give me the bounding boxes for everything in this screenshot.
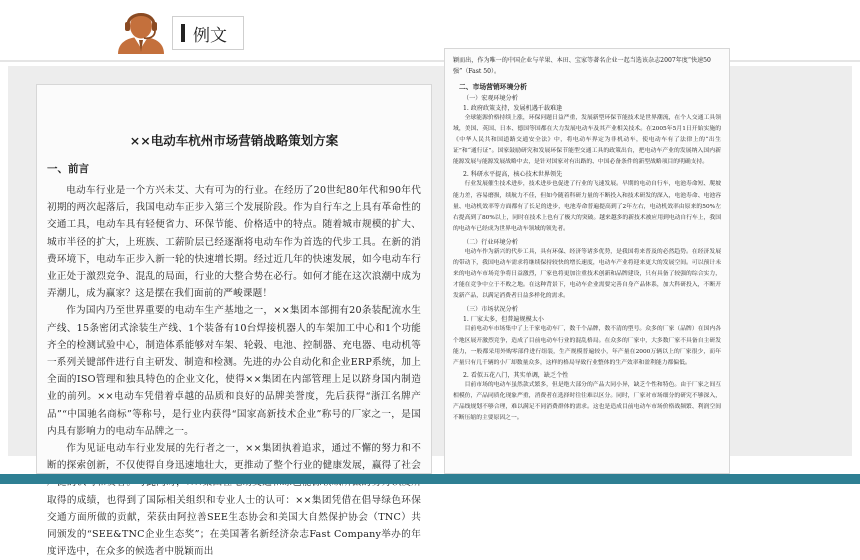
subsection-heading: （一）宏观环境分析 (463, 95, 518, 102)
paragraph: 目前市场的电动车虽然款式繁多，但是绝大部分的产品大同小异，缺乏个性和特色。由于厂家之间互相模仿，产品同质化现象严重，消费者在选择时往往难以区分。同时，厂家对市场细分的研究不够深入，产品线规划不够合理，难以满足不同消费群体的需求。这也是造成目前电动车市场价格战频繁、利润空间不断压缩的主要原因之一。 (453, 381, 721, 422)
paragraph: 电动车行业是一个方兴未艾、大有可为的行业。在经历了20世纪80年代和90年代初期的两次起落后，我国电动车正步入第三个发展阶段。作为自行车之上具有革命性的交通工具，电动车具有轻便省力、环保节能、价格适中的特点。随着城市规模的扩大、城市半径的扩大，上班族、工薪阶层已经逐渐将电动车作为首选的代步工具。在新的消费环境下，电动车正步入新一轮的快速增长期。经过近几年的快速发展，如今电动车行业正处于激烈竞争、混乱的局面，行业的大整合势在必行。如何才能在这次浪潮中成为弄潮儿，成为赢家？这是摆在我们面前的严峻课题！ (47, 185, 421, 300)
paragraph: 目前电动车市场集中了上千家电动车厂，数千个品牌，数不清的型号。众多的厂家（品牌）在国内各个地区展开激烈竞争，造成了目前电动车行业的混乱格局。在众多的厂家中，大多数厂家不具备自主研发能力，一般都采用外购零部件进行组装，生产规模普遍较小，年产量在2000万辆以上的厂家很少，而年产量只有几千辆的小厂却数量众多，这样的格局导致行业整体的生产效率和盈利能力都偏低。 (453, 326, 721, 366)
page-title: 例文 (193, 25, 227, 46)
customer-service-avatar-icon (112, 6, 170, 54)
item-heading: 2. 科研水平提高，核心技术世界领先 (463, 171, 563, 179)
section-heading: 一、前言 (47, 163, 89, 175)
document-page-right (444, 48, 730, 474)
paragraph: 电动车作为新兴的代步工具，具有环保、经济等诸多优势，是我国将来普及的必然趋势。在经济发展的带动下，我国电动车需求将继续保持较快的增长速度，电动车产业将迎来更大的发展空间。可以预计未来的电动车市场竞争将日益激烈，厂家也将更加注重技术创新和品牌建设，只有具备了较强的综合实力，才能在竞争中立于不败之地。在这种背景下，电动车企业需要完善自身产品体系，加大科研投入，不断开发新产品，以满足消费者日益多样化的需求。 (453, 248, 721, 300)
item-heading: 1. 政府政策支持，发展机遇千载难逢 (463, 105, 563, 112)
document-page-left (36, 84, 432, 558)
paragraph: 作为国内乃至世界重要的电动车生产基地之一，××集团本部拥有20条装配流水生产线、15条密闭式涂装生产线、1个装备有10台焊接机器人的车架加工中心和1个功能齐全的检测试验中心，制造体系能够对车架、轮毂、电池、控制器、充电器、电动机等一系列关键部件进行自主研发、制造和检测。先进的办公自动化和企业ERP系统，加上全面的ISO管理和独具特色的企业文化，使得××集团在内部管理上足以跻身国内制造业的前列。××电动车凭借着卓越的品质和良好的品牌美誉度，先后获得“浙江名牌产品”“中国驰名商标”等称号，是行业内获得“国家高新技术企业”称号的厂家之一，是国内具有影响力的电动车品牌之一。 (47, 305, 421, 437)
item-heading: 2. 看似五花八门，其实单调，缺乏个性 (463, 371, 569, 379)
subsection-heading: （二）行业环境分析 (463, 238, 518, 246)
section-heading: 二、市场营销环境分析 (459, 83, 527, 91)
title-accent-bar (181, 24, 185, 42)
footer-accent-bar (0, 474, 860, 484)
item-heading: 1. 厂家太多，但普遍规模太小 (463, 316, 544, 324)
document-title: ××电动车杭州市场营销战略策划方案 (129, 133, 339, 148)
intro-paragraph: 颖而出，作为唯一的中国企业与苹果、本田、宝家等著名企业一起当选该杂志2007年度“快速50强”（Fast 50）。 (453, 57, 711, 75)
paragraph: 全球能源价格持续上涨，环保问题日益严重，发展新型环保节能技术是世界潮流，在个人交通工具领域，美国、英国、日本、德国等国都在大力发展电动车及其产业相关技术。在2005年5月1日开始实施的《中华人民共和国道路交通安全法》中，将电动车界定为非机动车，使电动车有了法律上的“出生证”和“通行证”。国家鼓励研究和发展环保节能型交通工具的政策出台，把电动车产业的发展纳入国内新能源发展与能源发展战略中去，是针对国家对有出路的、中国必备条件的新型战略项目的明确支持。 (453, 115, 721, 166)
subsection-heading: （三）市场状况分析 (463, 306, 518, 314)
header-divider (0, 60, 860, 62)
title-box (172, 16, 244, 50)
paragraph: 行业发展催生技术进步，技术进步也促进了行业的飞速发展。早期的电动自行车，电池寿命短、爬坡能力差，容易磨损，续航力不佳，但如今随着科研力量的不断投入和技术研发的深入，电池寿命、电池容量、电动机效率等方面都有了长足的进步，电池寿命普遍提高到了2年左右，电动机效率由原来的50%左右提高到了80%以上，同时在技术上也有了极大的突破。越来越多的新技术被应用到电动自行车上，我国的电动车已经成为世界电动车领域的领先者。 (453, 181, 721, 232)
paragraph: 作为见证电动车行业发展的先行者之一，××集团执着追求，通过不懈的努力和不断的探索创新，不仅使得自身迅速地壮大，更推动了整个行业的健康发展，赢得了社会 取得的成绩，也得到了国际相关组织和专业人士的认可：××集团凭借在倡导绿色环保交通方面所做的贡献，荣获由阿拉善SEE生态协会和美国大自然保护协会（TNC）共同颁发的“SEE&TNC企业生态奖”；在美国著名新经济杂志Fast Company举办的年度评选中，在众多的候选者中脱颖而出 (47, 443, 421, 558)
